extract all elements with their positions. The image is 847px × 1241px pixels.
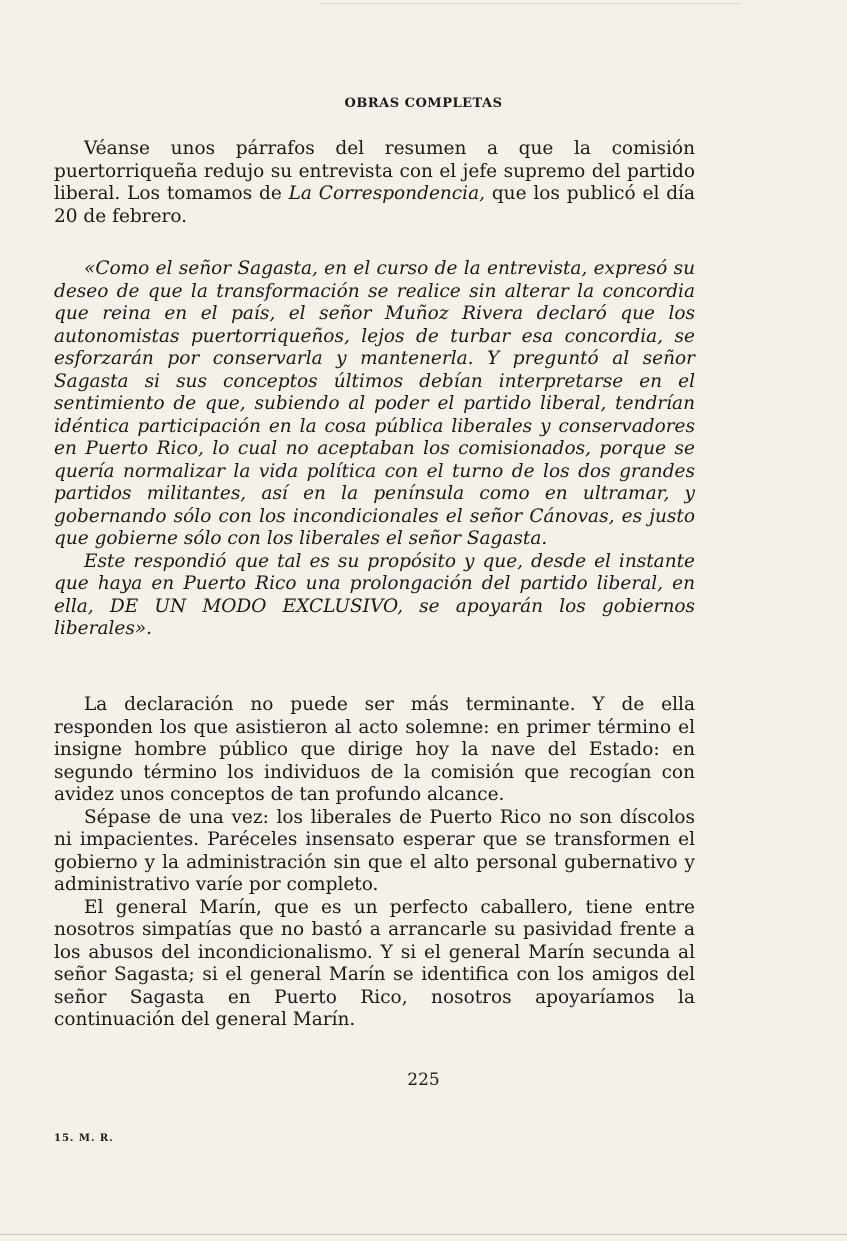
source-title: La Correspondencia,: [288, 183, 485, 204]
page-edge-top: [320, 3, 740, 4]
page-number: 225: [407, 1070, 440, 1090]
body-text: [54, 694, 695, 1032]
body-paragraph-2: Sépase de una vez: los liberales de Puerto Rico no son díscolos ni impacientes. Paréceles insensato esperar que se transformen el gobierno y la administración sin que el alto personal gubernativo y administrativo varíe por completo.: [54, 806, 695, 895]
body-paragraph-1: La declaración no puede ser más terminante. Y de ella responden los que asistieron al acto solemne: en primer término el insigne hombre público que dirige hoy la nave del Estado: en segundo término los individuos de la comisión que recogían con avidez unos conceptos de tan profundo alcance.: [54, 694, 695, 805]
page-edge-bottom: [0, 1234, 847, 1235]
running-head: OBRAS COMPLETAS: [344, 96, 503, 111]
quote-paragraph-1: «Como el señor Sagasta, en el curso de la entrevista, expresó su deseo de que la transformación se realice sin alterar la concordia que reina en el país, el señor Muñoz Rivera declaró que los autonomistas puertorriqueños, lejos de turbar esa concordia, se esforzarán por conservarla y mantenerla. Y preguntó al señor Sagasta si sus conceptos últimos debían interpretarse en el sentimiento de que, subiendo al poder el partido liberal, tendrían idéntica participación en la cosa pública liberales y conservadores en Puerto Rico, lo cual no aceptaban los comisionados, porque se quería normalizar la vida política con el turno de los dos grandes partidos militantes, así en la península como en ultramar, y gobernando sólo con los incondicionales el señor Cánovas, es justo que gobierne sólo con los liberales el señor Sagasta.: [54, 258, 695, 549]
signature-mark: 15. M. R.: [54, 1133, 114, 1144]
body-paragraph-3: El general Marín, que es un perfecto caballero, tiene entre nosotros simpatías que no bastó a arrancarle su pasividad frente a los abusos del incondicionalismo. Y si el general Marín secunda al señor Sagasta; si el general Marín se identifica con los amigos del señor Sagasta en Puerto Rico, nosotros apoyaríamos la continuación del general Marín.: [54, 896, 695, 1030]
intro-text: Véanse unos párrafos del resumen a que la comisión puertorriqueña redujo su entrevista con el jefe supremo del partido liberal. Los tomamos de La Correspondencia, que los publicó el día 20 de febrero.: [54, 138, 695, 227]
intro-paragraph: [54, 138, 695, 228]
quote-paragraph-2: Este respondió que tal es su propósito y que, desde el instante que haya en Puerto Rico una prolongación del partido liberal, en ella, DE UN MODO EXCLUSIVO, se apoyarán los gobiernos liberales».: [54, 550, 695, 639]
block-quote: [54, 258, 695, 641]
